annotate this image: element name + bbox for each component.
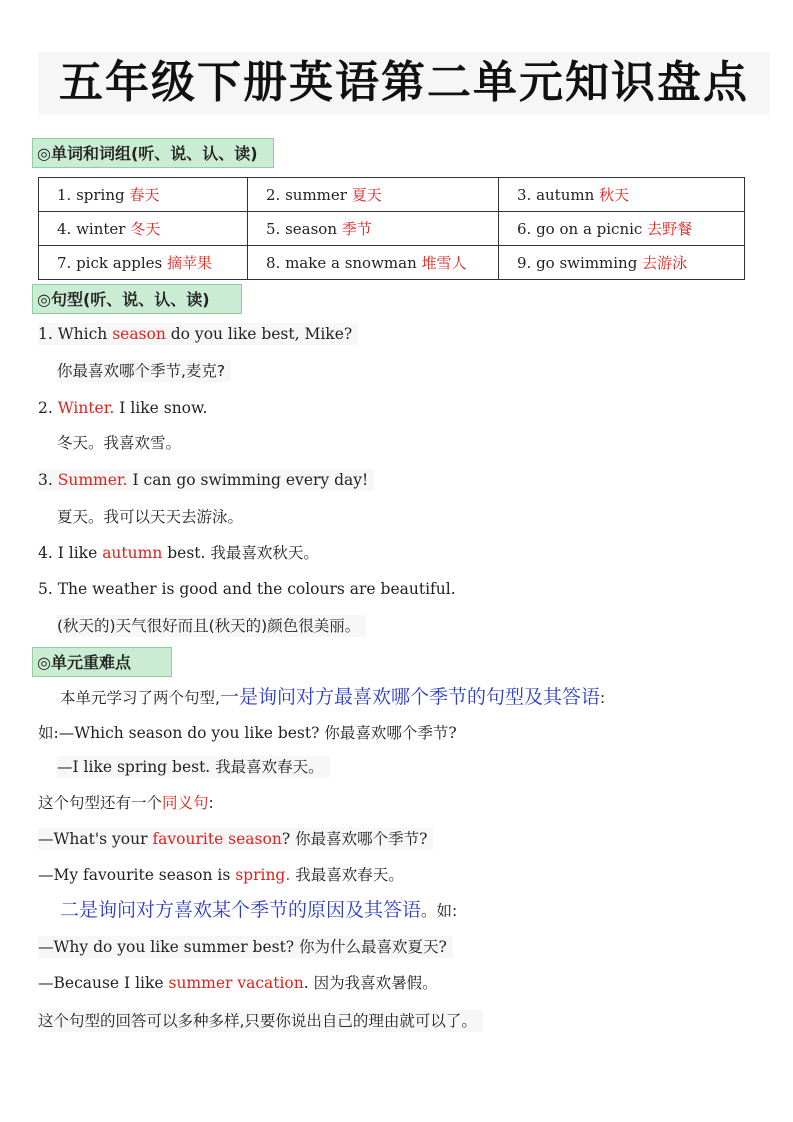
synonym-intro: 这个句型还有一个同义句: — [38, 794, 214, 812]
vocab-cell: 8. make a snowman 堆雪人 — [248, 246, 499, 280]
key-intro: 本单元学习了两个句型,一是询问对方最喜欢哪个季节的句型及其答语: — [60, 686, 606, 708]
synonym-answer: —My favourite season is spring. 我最喜欢春天。 — [38, 866, 404, 884]
page-title: 五年级下册英语第二单元知识盘点 — [38, 52, 770, 114]
vocab-cell: 3. autumn 秋天 — [499, 178, 745, 212]
second-pattern-intro: 二是询问对方喜欢某个季节的原因及其答语。如: — [60, 899, 458, 921]
sentence-1-translation: 你最喜欢哪个季节,麦克? — [57, 360, 231, 382]
sentence-2-translation: 冬天。我喜欢雪。 — [57, 434, 182, 452]
example-2-question: —Why do you like summer best? 你为什么最喜欢夏天? — [38, 936, 453, 958]
vocab-cell: 6. go on a picnic 去野餐 — [499, 212, 745, 246]
sentence-3-translation: 夏天。我可以天天去游泳。 — [57, 508, 244, 526]
vocab-table — [38, 177, 745, 280]
vocab-cell: 4. winter 冬天 — [39, 212, 248, 246]
sentence-5-translation: (秋天的)天气很好而且(秋天的)颜色很美丽。 — [57, 615, 366, 637]
closing-note: 这个句型的回答可以多种多样,只要你说出自己的理由就可以了。 — [38, 1010, 483, 1032]
sentence-1: 1. Which season do you like best, Mike? — [38, 323, 358, 345]
section-header-sentences: ◎句型(听、说、认、读) — [32, 284, 242, 314]
table-row — [39, 178, 745, 212]
example-1-answer: —I like spring best. 我最喜欢春天。 — [57, 756, 330, 778]
sentence-3: 3. Summer. I can go swimming every day! — [38, 469, 374, 491]
sentence-5: 5. The weather is good and the colours are beautiful. — [38, 580, 456, 598]
section-header-key-points: ◎单元重难点 — [32, 647, 172, 677]
vocab-cell: 9. go swimming 去游泳 — [499, 246, 745, 280]
example-1-question: 如:—Which season do you like best? 你最喜欢哪个季节? — [38, 724, 457, 742]
table-row — [39, 212, 745, 246]
section-header-words: ◎单词和词组(听、说、认、读) — [32, 138, 274, 168]
vocab-cell: 5. season 季节 — [248, 212, 499, 246]
sentence-2: 2. Winter. I like snow. — [38, 399, 208, 417]
synonym-question: —What's your favourite season? 你最喜欢哪个季节? — [38, 828, 433, 850]
example-2-answer: —Because I like summer vacation. 因为我喜欢暑假。 — [38, 974, 438, 992]
table-row — [39, 246, 745, 280]
sentence-4: 4. I like autumn best. 我最喜欢秋天。 — [38, 544, 319, 562]
vocab-cell: 7. pick apples 摘苹果 — [39, 246, 248, 280]
vocab-cell: 2. summer 夏天 — [248, 178, 499, 212]
vocab-cell: 1. spring 春天 — [39, 178, 248, 212]
